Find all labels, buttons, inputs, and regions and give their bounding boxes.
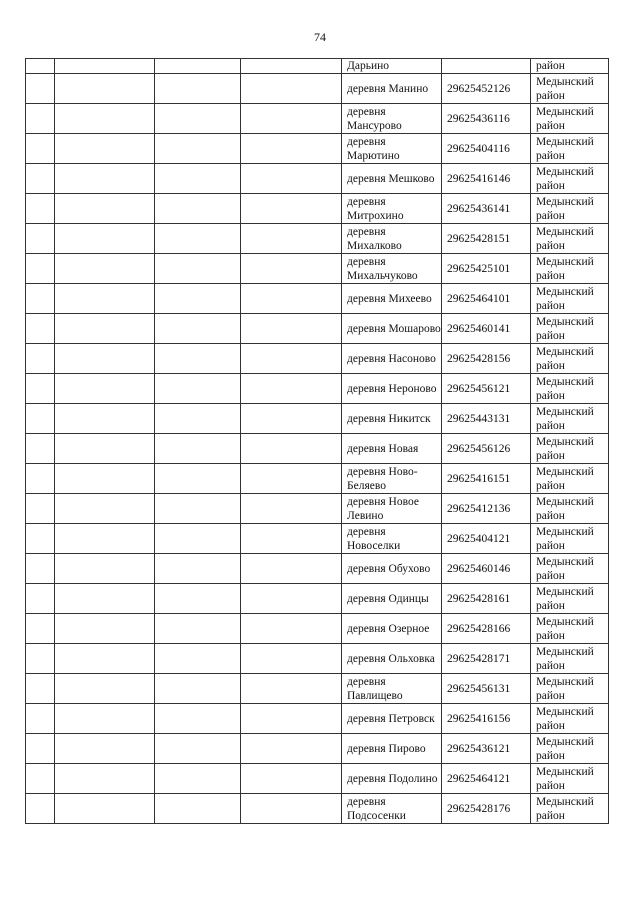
district-name: Медынский район <box>531 734 609 764</box>
district-name: Медынский район <box>531 404 609 434</box>
empty-cell <box>155 704 241 734</box>
district-name: Медынский район <box>531 74 609 104</box>
empty-cell <box>26 614 55 644</box>
district-name: Медынский район <box>531 344 609 374</box>
empty-cell <box>155 224 241 254</box>
settlement-name: деревня Новая <box>342 434 442 464</box>
empty-cell <box>155 734 241 764</box>
settlement-name: деревня Никитск <box>342 404 442 434</box>
oktmo-code: 29625436116 <box>442 104 531 134</box>
oktmo-code: 29625456121 <box>442 374 531 404</box>
empty-cell <box>26 104 55 134</box>
table-row <box>26 284 609 314</box>
oktmo-code: 29625428156 <box>442 344 531 374</box>
table-row <box>26 194 609 224</box>
settlement-name: деревня Манино <box>342 74 442 104</box>
empty-cell <box>241 764 342 794</box>
district-name: Медынский район <box>531 374 609 404</box>
table-row-continued <box>26 59 609 74</box>
empty-cell <box>26 254 55 284</box>
table-body <box>26 59 609 824</box>
table-row <box>26 644 609 674</box>
empty-cell <box>155 464 241 494</box>
empty-cell <box>241 74 342 104</box>
oktmo-code: 29625416156 <box>442 704 531 734</box>
empty-cell <box>241 134 342 164</box>
district-name: район <box>531 59 609 74</box>
empty-cell <box>26 644 55 674</box>
empty-cell <box>55 614 155 644</box>
district-name: Медынский район <box>531 614 609 644</box>
table-row <box>26 584 609 614</box>
table-row <box>26 344 609 374</box>
empty-cell <box>26 374 55 404</box>
oktmo-code: 29625456126 <box>442 434 531 464</box>
empty-cell <box>26 524 55 554</box>
oktmo-code: 29625460146 <box>442 554 531 584</box>
table-row <box>26 464 609 494</box>
settlement-name: деревня Марютино <box>342 134 442 164</box>
settlement-name: деревня Мансурово <box>342 104 442 134</box>
empty-cell <box>55 254 155 284</box>
oktmo-code: 29625436121 <box>442 734 531 764</box>
empty-cell <box>55 494 155 524</box>
empty-cell <box>155 794 241 824</box>
empty-cell <box>155 254 241 284</box>
empty-cell <box>241 794 342 824</box>
empty-cell <box>155 284 241 314</box>
table-row <box>26 134 609 164</box>
empty-cell <box>155 764 241 794</box>
settlement-name: деревня Подолино <box>342 764 442 794</box>
settlement-name: деревня Озерное <box>342 614 442 644</box>
oktmo-code: 29625443131 <box>442 404 531 434</box>
settlement-name: деревня Подсосенки <box>342 794 442 824</box>
empty-cell <box>155 434 241 464</box>
empty-cell <box>241 164 342 194</box>
oktmo-code: 29625416151 <box>442 464 531 494</box>
settlement-name: деревня Новое Левино <box>342 494 442 524</box>
empty-cell <box>26 59 55 74</box>
empty-cell <box>155 524 241 554</box>
district-name: Медынский район <box>531 194 609 224</box>
empty-cell <box>55 59 155 74</box>
settlement-table <box>25 58 609 824</box>
empty-cell <box>55 764 155 794</box>
empty-cell <box>241 614 342 644</box>
empty-cell <box>241 584 342 614</box>
empty-cell <box>55 734 155 764</box>
table-row <box>26 104 609 134</box>
empty-cell <box>155 164 241 194</box>
empty-cell <box>241 344 342 374</box>
empty-cell <box>55 344 155 374</box>
settlement-name: деревня Ново-Беляево <box>342 464 442 494</box>
empty-cell <box>241 284 342 314</box>
table-row <box>26 764 609 794</box>
table-row <box>26 614 609 644</box>
empty-cell <box>26 464 55 494</box>
district-name: Медынский район <box>531 584 609 614</box>
table-row <box>26 494 609 524</box>
empty-cell <box>55 314 155 344</box>
district-name: Медынский район <box>531 794 609 824</box>
settlement-name: деревня Мошарово <box>342 314 442 344</box>
table-row <box>26 254 609 284</box>
empty-cell <box>241 404 342 434</box>
empty-cell <box>55 464 155 494</box>
empty-cell <box>55 644 155 674</box>
empty-cell <box>155 134 241 164</box>
empty-cell <box>55 584 155 614</box>
empty-cell <box>55 224 155 254</box>
empty-cell <box>155 554 241 584</box>
empty-cell <box>241 374 342 404</box>
empty-cell <box>241 224 342 254</box>
oktmo-code: 29625425101 <box>442 254 531 284</box>
empty-cell <box>155 494 241 524</box>
settlement-name: деревня Новоселки <box>342 524 442 554</box>
district-name: Медынский район <box>531 434 609 464</box>
oktmo-code: 29625428176 <box>442 794 531 824</box>
table-row <box>26 404 609 434</box>
empty-cell <box>241 434 342 464</box>
settlement-name: деревня Михалково <box>342 224 442 254</box>
empty-cell <box>26 584 55 614</box>
district-name: Медынский район <box>531 254 609 284</box>
empty-cell <box>26 194 55 224</box>
empty-cell <box>155 674 241 704</box>
empty-cell <box>241 554 342 584</box>
district-name: Медынский район <box>531 464 609 494</box>
district-name: Медынский район <box>531 224 609 254</box>
empty-cell <box>241 734 342 764</box>
district-name: Медынский район <box>531 644 609 674</box>
empty-cell <box>155 644 241 674</box>
empty-cell <box>55 74 155 104</box>
empty-cell <box>241 104 342 134</box>
oktmo-code: 29625428171 <box>442 644 531 674</box>
empty-cell <box>241 194 342 224</box>
empty-cell <box>26 764 55 794</box>
empty-cell <box>26 74 55 104</box>
settlement-name: деревня Пирово <box>342 734 442 764</box>
oktmo-code: 29625452126 <box>442 74 531 104</box>
empty-cell <box>241 314 342 344</box>
settlement-name: деревня Михеево <box>342 284 442 314</box>
oktmo-code: 29625464121 <box>442 764 531 794</box>
district-name: Медынский район <box>531 134 609 164</box>
empty-cell <box>55 284 155 314</box>
settlement-name: Дарьино <box>342 59 442 74</box>
oktmo-code: 29625464101 <box>442 284 531 314</box>
empty-cell <box>155 374 241 404</box>
settlement-name: деревня Михальчуково <box>342 254 442 284</box>
oktmo-code: 29625456131 <box>442 674 531 704</box>
empty-cell <box>55 794 155 824</box>
district-name: Медынский район <box>531 524 609 554</box>
oktmo-code: 29625460141 <box>442 314 531 344</box>
table-row <box>26 74 609 104</box>
oktmo-code: 29625428161 <box>442 584 531 614</box>
settlement-name: деревня Ольховка <box>342 644 442 674</box>
oktmo-code: 29625428151 <box>442 224 531 254</box>
empty-cell <box>241 464 342 494</box>
district-name: Медынский район <box>531 704 609 734</box>
empty-cell <box>26 494 55 524</box>
empty-cell <box>26 434 55 464</box>
empty-cell <box>26 314 55 344</box>
settlement-name: деревня Петровск <box>342 704 442 734</box>
empty-cell <box>55 524 155 554</box>
oktmo-code: 29625412136 <box>442 494 531 524</box>
table-row <box>26 224 609 254</box>
district-name: Медынский район <box>531 494 609 524</box>
district-name: Медынский район <box>531 764 609 794</box>
empty-cell <box>241 674 342 704</box>
table-row <box>26 794 609 824</box>
empty-cell <box>26 794 55 824</box>
settlement-name: деревня Насоново <box>342 344 442 374</box>
oktmo-code: 29625404116 <box>442 134 531 164</box>
empty-cell <box>55 704 155 734</box>
page-number: 74 <box>314 30 326 44</box>
empty-cell <box>55 104 155 134</box>
table-row <box>26 524 609 554</box>
empty-cell <box>55 134 155 164</box>
empty-cell <box>26 284 55 314</box>
empty-cell <box>26 134 55 164</box>
table-row <box>26 704 609 734</box>
oktmo-code <box>442 59 531 74</box>
oktmo-code: 29625416146 <box>442 164 531 194</box>
empty-cell <box>55 554 155 584</box>
empty-cell <box>241 644 342 674</box>
table-row <box>26 374 609 404</box>
district-name: Медынский район <box>531 314 609 344</box>
settlement-name: деревня Обухово <box>342 554 442 584</box>
empty-cell <box>241 254 342 284</box>
empty-cell <box>55 194 155 224</box>
settlement-name: деревня Одинцы <box>342 584 442 614</box>
empty-cell <box>155 194 241 224</box>
empty-cell <box>26 404 55 434</box>
settlement-name: деревня Мешково <box>342 164 442 194</box>
district-name: Медынский район <box>531 554 609 584</box>
empty-cell <box>241 494 342 524</box>
table-row <box>26 674 609 704</box>
empty-cell <box>155 404 241 434</box>
empty-cell <box>155 314 241 344</box>
empty-cell <box>241 704 342 734</box>
empty-cell <box>55 434 155 464</box>
empty-cell <box>155 584 241 614</box>
empty-cell <box>26 734 55 764</box>
empty-cell <box>155 59 241 74</box>
table-row <box>26 314 609 344</box>
empty-cell <box>55 374 155 404</box>
oktmo-code: 29625404121 <box>442 524 531 554</box>
district-name: Медынский район <box>531 284 609 314</box>
empty-cell <box>26 164 55 194</box>
empty-cell <box>155 344 241 374</box>
empty-cell <box>26 674 55 704</box>
empty-cell <box>26 224 55 254</box>
district-name: Медынский район <box>531 164 609 194</box>
empty-cell <box>26 554 55 584</box>
empty-cell <box>55 674 155 704</box>
table-row <box>26 734 609 764</box>
oktmo-code: 29625428166 <box>442 614 531 644</box>
settlement-name: деревня Павлищево <box>342 674 442 704</box>
empty-cell <box>55 164 155 194</box>
empty-cell <box>55 404 155 434</box>
table-row <box>26 434 609 464</box>
empty-cell <box>26 344 55 374</box>
table-row <box>26 164 609 194</box>
settlement-name: деревня Митрохино <box>342 194 442 224</box>
empty-cell <box>241 524 342 554</box>
district-name: Медынский район <box>531 104 609 134</box>
empty-cell <box>155 104 241 134</box>
empty-cell <box>155 74 241 104</box>
empty-cell <box>241 59 342 74</box>
empty-cell <box>155 614 241 644</box>
table-row <box>26 554 609 584</box>
empty-cell <box>26 704 55 734</box>
oktmo-code: 29625436141 <box>442 194 531 224</box>
settlement-name: деревня Нероново <box>342 374 442 404</box>
district-name: Медынский район <box>531 674 609 704</box>
